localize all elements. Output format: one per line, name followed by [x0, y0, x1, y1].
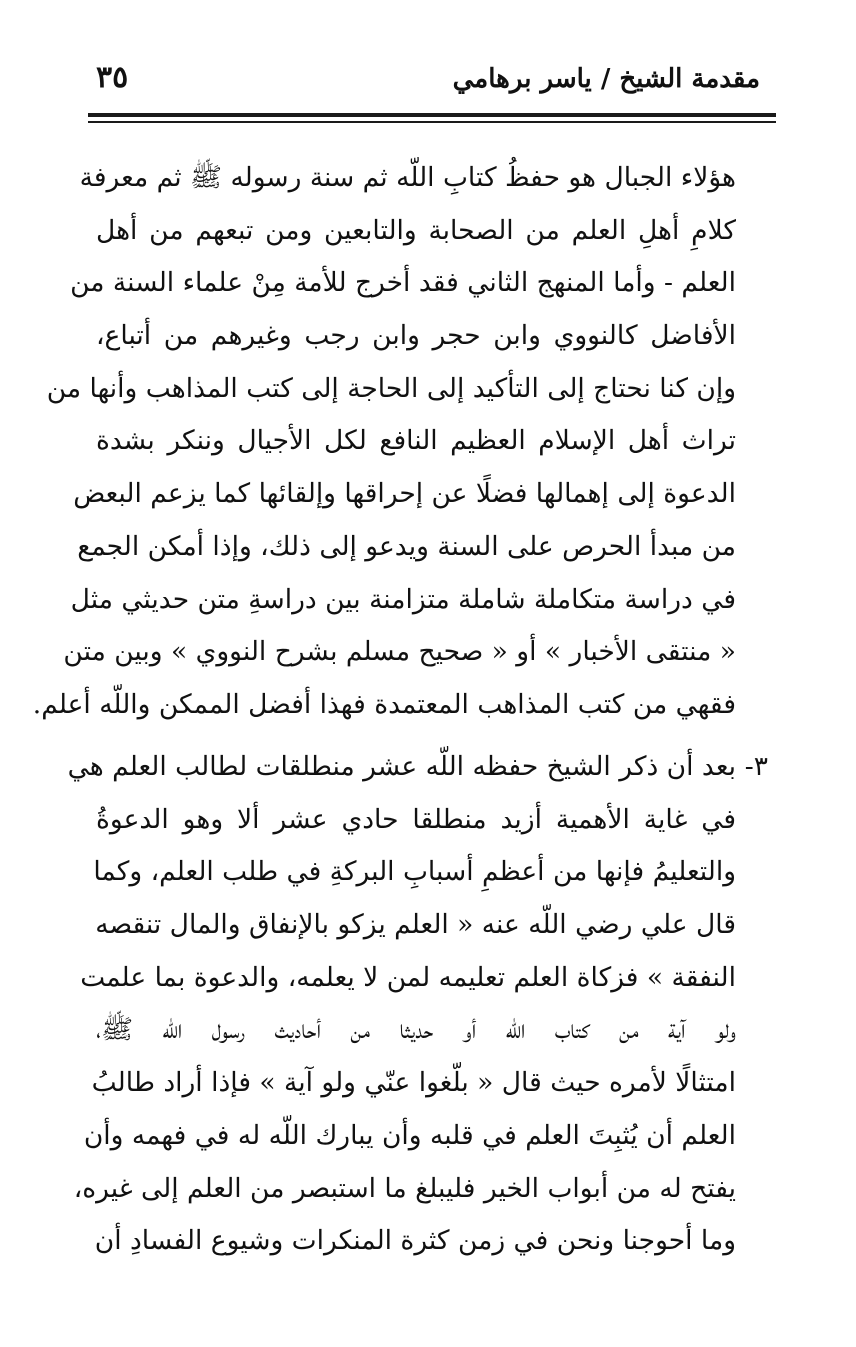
text-line: بعد أن ذكر الشيخ حفظه اللّه عشر منطلقات لطالب العلم هي	[67, 751, 736, 782]
text-line: في غاية الأهمية أزيد منطلقا حادي عشر ألا وهو الدعوةُ	[96, 803, 736, 835]
text-line: والتعليمُ فإنها من أعظمِ أسبابِ البركةِ في طلب العلم، وكما	[93, 856, 736, 888]
list-item-paragraph	[67, 741, 736, 1268]
text-line: امتثالًا لأمره حيث قال « بلّغوا عنّي ولو آية » فإذا أراد طالبُ	[91, 1067, 736, 1099]
text-line: تراث أهل الإسلام العظيم النافع لكل الأجيال وننكر بشدة	[96, 425, 736, 457]
text-line: من مبدأ الحرص على السنة ويدعو إلى ذلك، وإذا أمكن الجمع	[77, 530, 736, 562]
text-line: يفتح له من أبواب الخير فليبلغ ما استبصر من العلم إلى غيره،	[73, 1172, 736, 1204]
text-line: وإن كنا نحتاج إلى التأكيد إلى الحاجة إلى كتب المذاهب وأنها من	[46, 372, 736, 404]
text-line: كلامِ أهلِ العلم من الصحابة والتابعين ومن تبعهم من أهل	[96, 214, 736, 246]
text-line: « منتقى الأخبار » أو « صحيح مسلم بشرح النووي » وبين متن	[63, 636, 736, 668]
running-head: مقدمة الشيخ / ياسر برهامي	[452, 64, 760, 94]
text-line: الدعوة إلى إهمالها فضلًا عن إحراقها وإلقائها كما يزعم البعض	[73, 478, 736, 510]
body-paragraph	[32, 152, 736, 732]
header-rule-thick	[88, 113, 776, 117]
header-rule-thin	[88, 121, 776, 123]
list-item-number: ٣-	[744, 751, 768, 782]
text-line: وما أحوجنا ونحن في زمن كثرة المنكرات وشيوع الفسادِ أن	[94, 1225, 736, 1257]
text-line: ولو آية من كتاب اللّه أو حديثا من أحاديث رسول اللّه ﷺ،	[96, 1014, 736, 1046]
text-line: الأفاضل كالنووي وابن حجر وابن رجب وغيرهم من أتباع،	[96, 320, 736, 352]
text-line: فقهي من كتب المذاهب المعتمدة فهذا أفضل الممكن واللّه أعلم.	[32, 688, 736, 720]
text-line: النفقة » فزكاة العلم تعليمه لمن لا يعلمه، والدعوة بما علمت	[80, 961, 736, 993]
text-line: في دراسة متكاملة شاملة متزامنة بين دراسةِ متن حديثي مثل	[70, 583, 736, 615]
text-line: العلم أن يُثبِتَ العلم في قلبه وأن يبارك اللّه له في فهمه وأن	[83, 1119, 736, 1151]
text-line: قال علي رضي اللّه عنه « العلم يزكو بالإنفاق والمال تنقصه	[95, 909, 736, 941]
page-number: ٣٥	[96, 60, 129, 95]
text-line: العلم - وأما المنهج الثاني فقد أخرج للأمة مِنْ علماء السنة من	[70, 267, 736, 299]
text-line: هؤلاء الجبال هو حفظُ كتابِ اللّه ثم سنة رسوله ﷺ ثم معرفة	[79, 162, 736, 193]
